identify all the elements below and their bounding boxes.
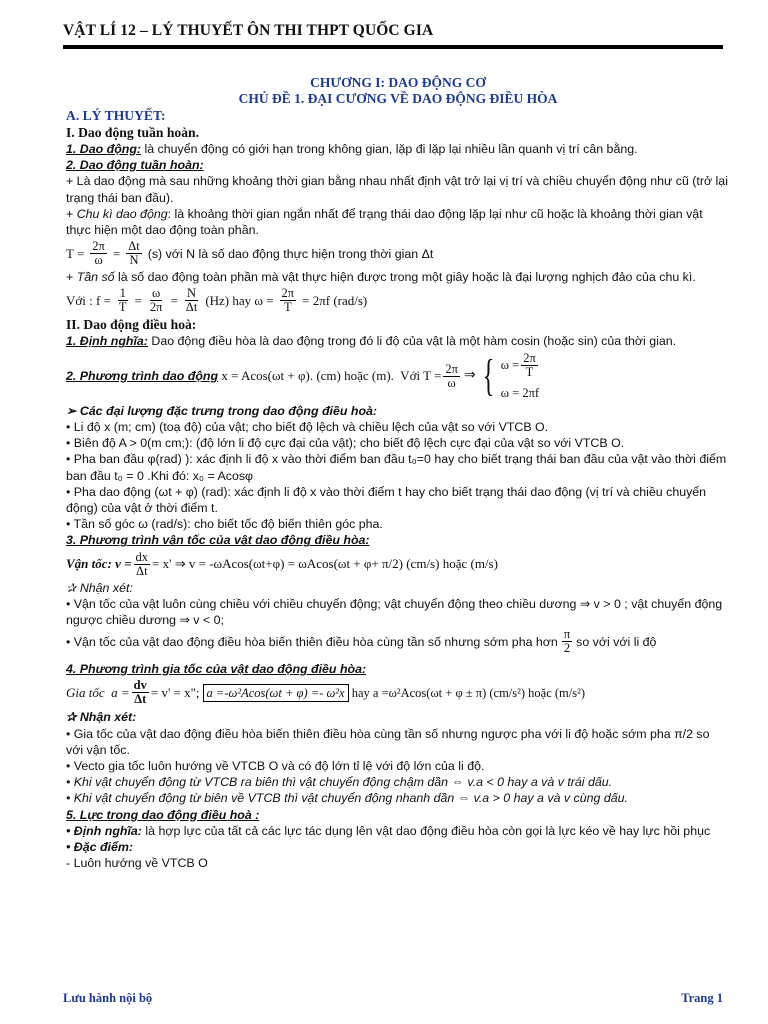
denominator: ω [447,375,456,390]
term-dac-diem: • Đặc điểm: [66,840,133,855]
formula-T-label: T = [66,245,85,261]
bullet-nx2-b: • Vecto gia tốc luôn hướng về VTCB O và có độ lớn tỉ lệ với độ lớn của li độ. [66,759,485,774]
formula-frequency [66,287,730,314]
numerator: Δt [128,239,140,254]
van-toc-expression: = x' ⇒ v = -ωAcos(ωt+φ) = ωAcos(ωt + φ+ π/2) (cm/s) hoặc (m/s) [152,556,498,572]
fraction-2pi-omega [90,240,107,267]
denominator: Δt [134,692,147,707]
term-dao-dong: 1. Dao động: [66,142,142,156]
header-title: VẬT LÍ 12 – LÝ THUYẾT ÔN THI THPT QUỐC GIA [63,22,434,39]
gia-toc-alt: hay a =ω²Acos(ωt + φ ± π) (cm/s²) hoặc (m/s²) [348,685,586,700]
paragraph-tan-so: + Tần số là số dao động toàn phần mà vật thực hiện được trong một giây hoặc là đại lượng nghịch đảo của chu kì. [66,270,696,285]
section-ii-heading: II. Dao động điều hoà: [66,317,197,333]
van-toc-label: Vận tốc: v = [66,556,132,572]
text-chu-ki: : là khoảng thời gian ngắn nhất để trạng thái dao động lặp lại như cũ hoặc là khoảng thời gian vật thực hiện một dao động toàn phần. [66,206,703,238]
equals: = [134,292,142,308]
denominator: T [525,364,534,379]
numerator: dx [135,549,149,564]
paragraph-chu-ki: + Chu kì dao động: là khoảng thời gian ngắn nhất để trạng thái dao động lặp lại như cũ hoặc là khoảng thời gian vật thực hiện một dao động toàn phần. [66,206,703,238]
fraction-dv-dt [132,679,149,706]
text-dao-dong-tuan-hoan: + Là dao động mà sau những khoảng thời gian bằng nhau nhất định vật trở lại vị trí và chiều chuyển động như cũ (trở lại trạng thái ban đầu). [66,174,728,205]
term-tan-so: Tần số [76,270,115,285]
paragraph-luc-dinh-nghia [66,823,730,839]
denominator: N [129,253,139,268]
term-luc-dinh-nghia: • Định nghĩa: [66,823,142,838]
denominator: T [118,300,127,315]
bullet-nx2-c: • Khi vật chuyển động từ VTCB ra biên thì vật chuyển động chậm dần ⇔ v.a < 0 hay a và v trái dấu. [66,775,613,790]
formula-gia-toc [66,679,730,706]
fraction-2pi-omega-b [443,363,460,390]
denominator: Δt [185,300,198,315]
bullet-nx1-a: • Vận tốc của vật luôn cùng chiều với chiều chuyển động; vật chuyển động theo chiều dương ⇒ v > 0 ; vật chuyển động ngược chiều dương ⇒ v < 0; [66,596,723,628]
fraction-dt-N [126,240,142,267]
heading-dai-luong: ➢ Các đại lượng đặc trưng trong dao động điều hoà: [66,403,378,418]
denominator: 2π [149,300,163,315]
text-phuong-trinh: x = Acos(ωt + φ). (cm) hoặc (m). Với T = [218,368,442,384]
denominator: ω [94,253,103,268]
bullet-nx2-a: • Gia tốc của vật dao động điều hòa biến thiên điều hòa cùng tần số nhưng ngược pha với li độ hoặc sớm pha π/2 so với vận tốc. [66,726,710,757]
page-number: Trang 1 [681,991,723,1005]
numerator: ω [152,286,161,301]
fraction-dx-dt [134,551,151,578]
nx1-b-tail: so với với li độ [576,634,657,649]
gia-toc-boxed-formula: a =-ω²Acos(ωt + φ) =- ω²x [203,684,349,702]
section-i-heading: I. Dao động tuần hoàn. [66,125,199,140]
bullet-pha-dao-dong: • Pha dao động (ωt + φ) (rad): xác định li độ x vào thời điểm t hay cho biết trạng thái dao động (vị trí và chiều chuyển động) của vật ở thời điểm t. [66,484,707,516]
fraction-2pi-T [280,287,297,314]
brace-line-bottom: ω = 2πf [500,385,540,400]
bullet-li-do: • Li độ x (m; cm) (toạ độ) của vật; cho biết độ lệch và chiều lệch của vật so với VTCB O. [66,420,549,435]
bullet-bien-do: • Biên độ A > 0(m cm;): (độ lớn li độ cực đại của vật); cho biết độ lệch cực đại của vật so với VTCB O. [66,436,625,451]
fraction-N-dt [184,287,200,314]
fraction-pi-2 [562,628,572,655]
bullet-nx2-d: • Khi vật chuyển động từ biên về VTCB thì vật chuyển động nhanh dần ⇔ v.a > 0 hay a và v cùng dấu. [66,791,628,806]
paragraph-phuong-trinh [66,352,730,401]
text-dac-diem-1: - Luôn hướng về VTCB O [66,856,208,871]
numerator: 2π [281,286,295,301]
brace-line-top [501,352,540,379]
bullet-tan-so-goc: • Tần số góc ω (rad/s): cho biết tốc độ biến thiên góc pha. [66,517,383,532]
numerator: dv [133,678,147,693]
equals: = [170,292,178,308]
formula-f-label: Với : f = [66,292,111,308]
paragraph-dinh-nghia [66,333,730,349]
heading-gia-toc: 4. Phương trình gia tốc của vật dao động điều hòa: [66,662,367,677]
bullet-nx1-b [66,628,730,655]
fraction-1-T [117,287,129,314]
formula-van-toc [66,551,730,578]
nhan-xet-2: ✰ Nhận xét: [66,710,137,725]
document-body [66,75,730,872]
text-tan-so: là số dao động toàn phần mà vật thực hiện được trong một giây hoặc là đại lượng nghịch đảo của chu kì. [114,270,696,285]
numerator: 2π [92,239,105,254]
gia-toc-derivative: = v' = x"; [150,684,200,700]
denominator: T [284,300,292,315]
fraction-2pi-T-b [521,352,538,379]
brace-system [478,352,540,401]
left-brace: { [482,351,495,401]
page-header [63,22,723,40]
nhan-xet-1: ✰ Nhận xét: [66,580,133,595]
nx1-b-text: • Vận tốc của vật dao động điều hòa biến thiên điều hòa cùng tần số nhưng sớm pha hơn [66,634,558,649]
topic-title: CHỦ ĐỀ 1. ĐẠI CƯƠNG VỀ DAO ĐỘNG ĐIỀU HÒA [238,91,558,106]
paragraph-dao-dong [66,141,730,157]
section-a-heading: A. LÝ THUYẾT: [66,108,166,123]
brace-top-label: ω = [500,358,520,373]
brace-lines [501,352,540,401]
implies-arrow: ⇒ [463,368,476,384]
chapter-title: CHƯƠNG I: DAO ĐỘNG CƠ [310,75,486,90]
formula-f-end: = 2πf (rad/s) [302,292,368,308]
text-dinh-nghia: Dao động điều hòa là dao động trong đó li độ của vật là một hàm cosin (hoặc sin) của thời gian. [147,334,677,349]
numerator: 1 [119,286,126,301]
term-phuong-trinh: 2. Phương trình dao động [66,369,219,384]
formula-period [66,240,730,267]
term-dinh-nghia: 1. Định nghĩa: [66,334,148,349]
gia-toc-label: Gia tốc a = [66,684,130,700]
denominator: 2 [563,641,571,656]
equals: = [112,245,121,261]
numerator: π [563,627,571,642]
denominator: Δt [136,563,148,578]
footer-left: Lưu hành nội bộ [63,991,153,1005]
term-dao-dong-tuan-hoan: 2. Dao động tuần hoàn: [66,158,204,173]
page-footer [63,991,723,1006]
text-luc-dinh-nghia: là hợp lực của tất cả các lực tác dụng lên vật dao động điều hòa còn gọi là lực kéo về hay lực hồi phục [141,823,711,838]
numerator: 2π [523,350,536,365]
formula-f-tail: (Hz) hay ω = [205,292,274,308]
bullet-pha-ban-dau: • Pha ban đầu φ(rad) ): xác định li độ x vào thời điểm ban đầu t₀=0 hay cho biết trạng thái ban đầu của vật vào thời điểm ban đầu t₀ = 0 .Khi đó: x₀ = Acosφ [66,452,727,483]
term-chu-ki: Chu kì dao động [76,206,168,221]
heading-luc: 5. Lực trong dao động điều hoà : [66,807,260,822]
header-rule [63,45,723,49]
formula-note: (s) với N là số dao động thực hiện trong thời gian Δt [147,246,434,261]
text-dao-dong: là chuyển động có giới hạn trong không gian, lặp đi lặp lại nhiều lần quanh vị trí cân bằng. [141,142,638,156]
heading-van-toc: 3. Phương trình vận tốc của vật dao động điều hòa: [66,533,370,548]
numerator: N [187,286,197,301]
numerator: 2π [445,361,458,376]
fraction-omega-2pi [148,287,165,314]
